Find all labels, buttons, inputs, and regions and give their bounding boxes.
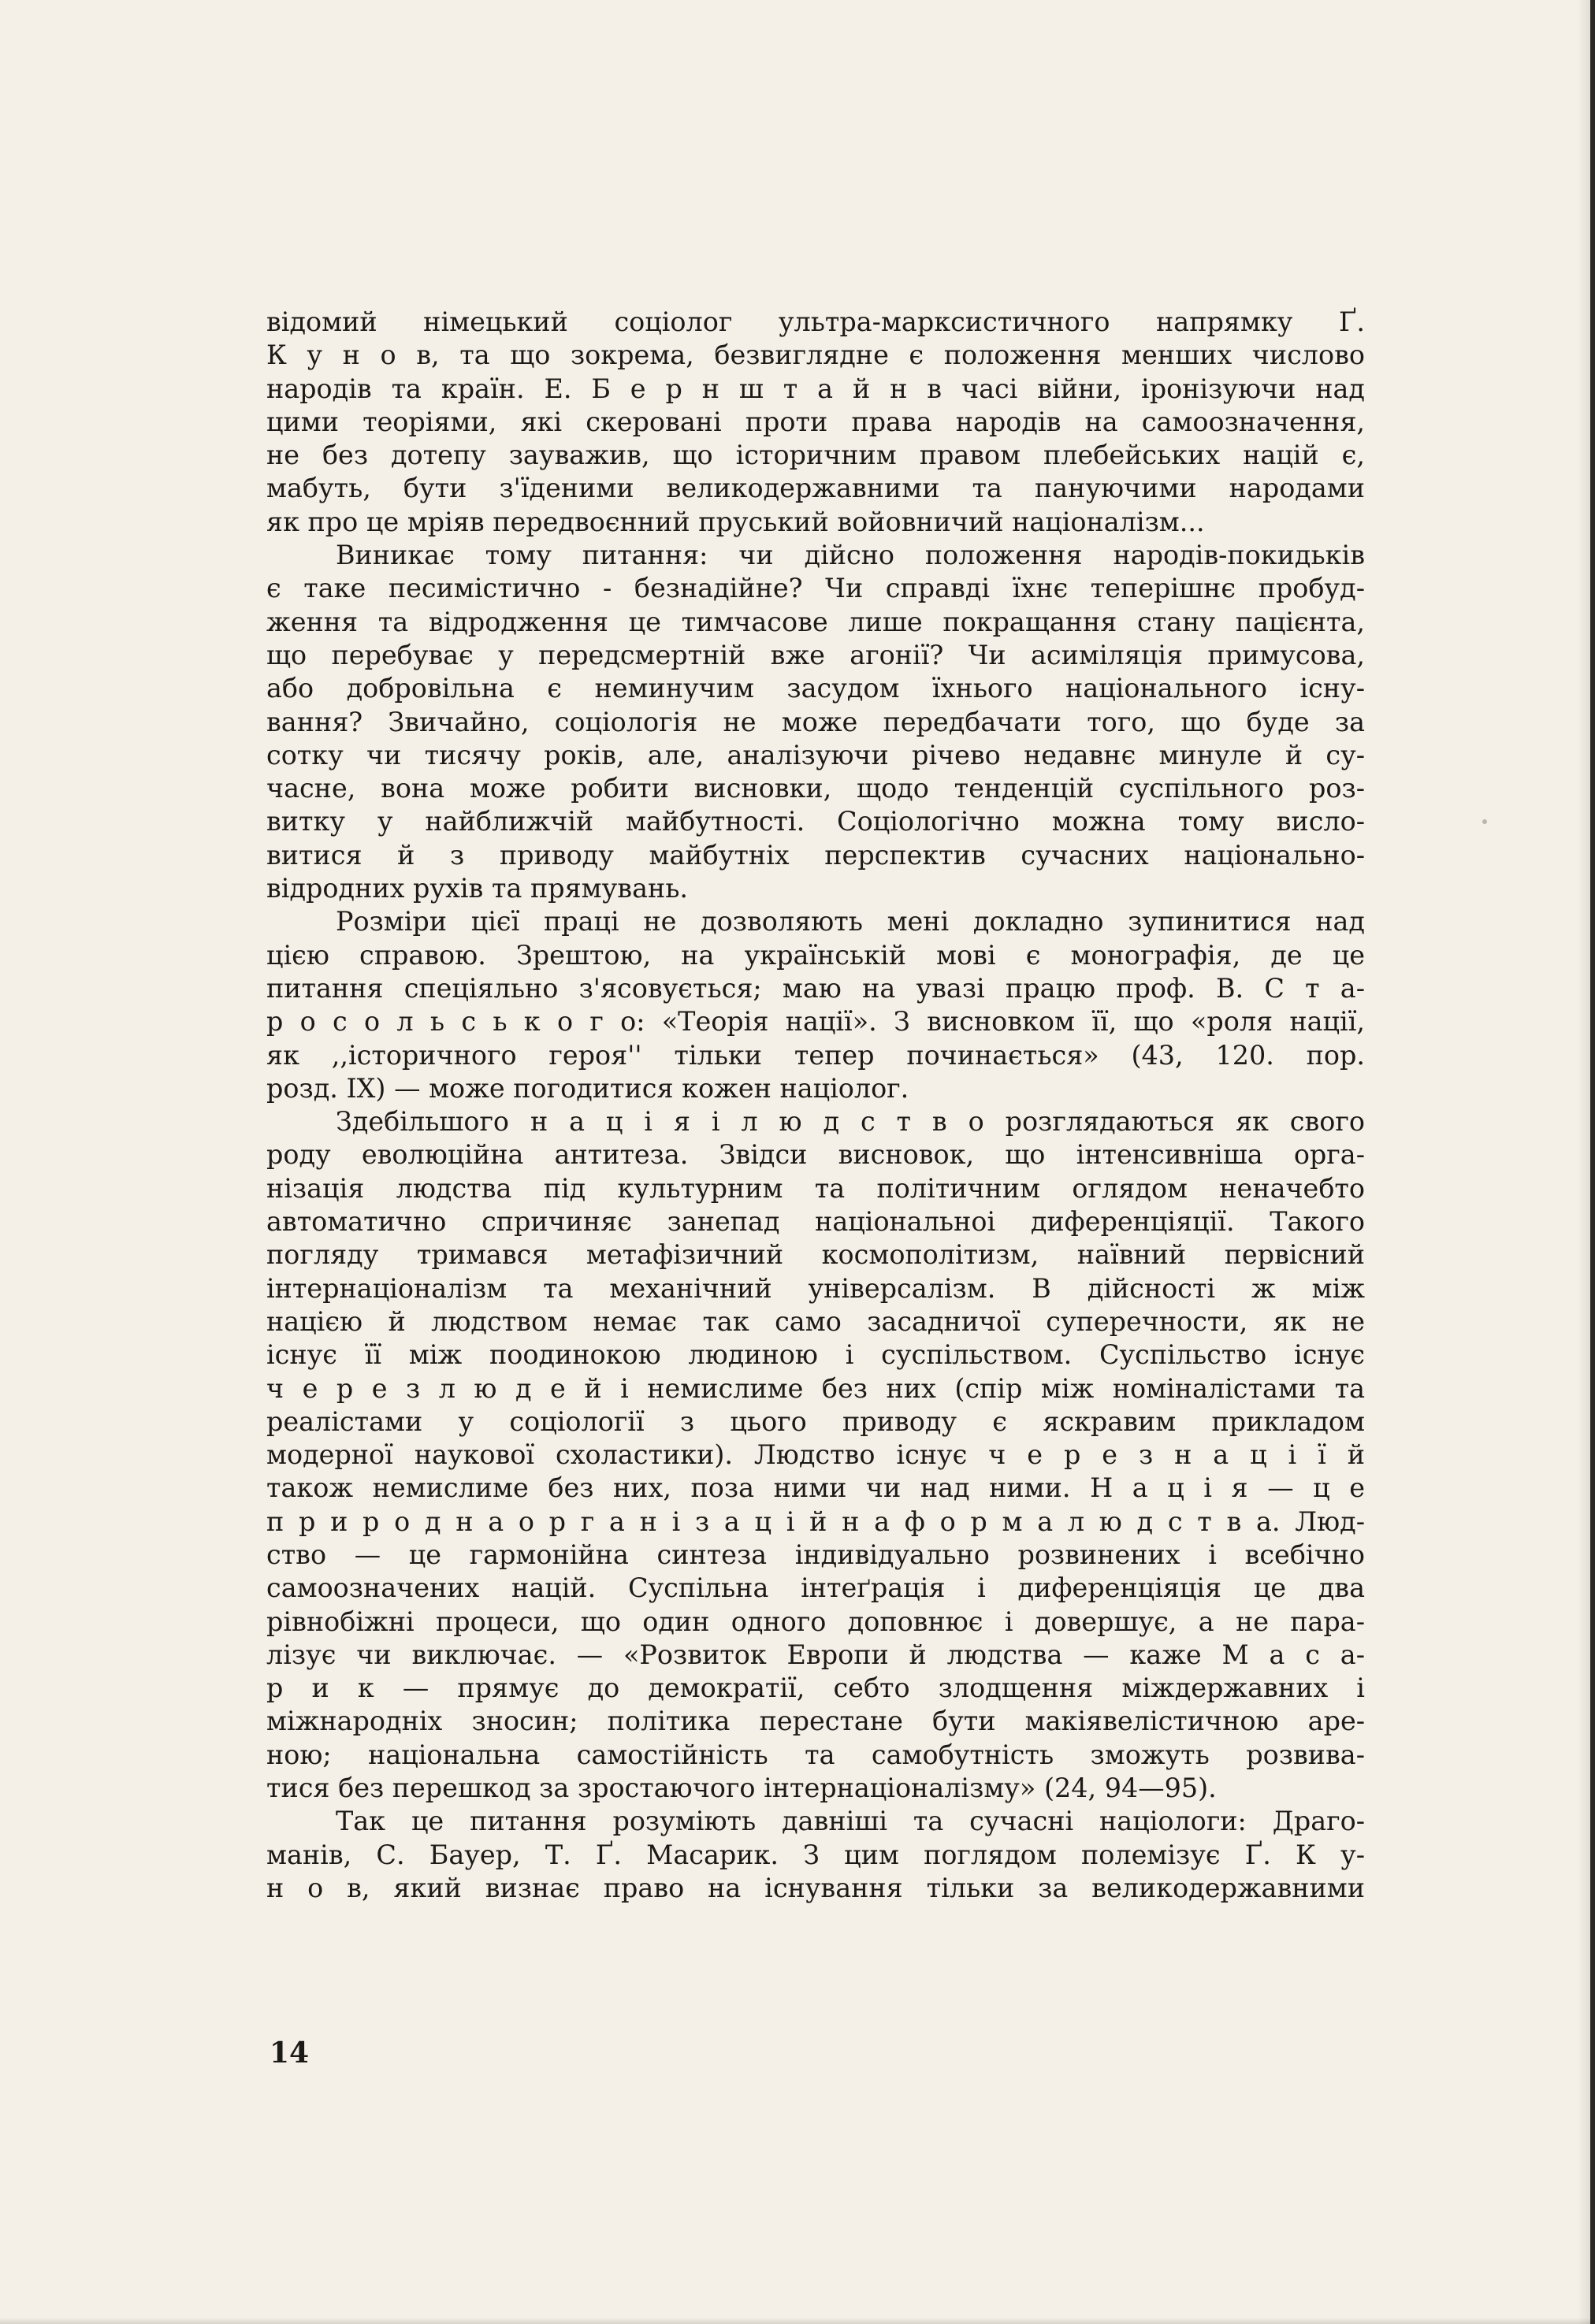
text-line: не без дотепу зауважив, що історичним правом плебейських націй є, <box>266 440 1365 471</box>
text-line: цими теоріями, які скеровані проти права народів на самоозначення, <box>266 406 1365 437</box>
text-line: роду еволюційна антитеза. Звідси висновок, що інтенсивніша орга- <box>266 1139 1365 1171</box>
text-line: реалістами у соціології з цього приводу є яскравим прикладом <box>266 1405 1365 1437</box>
text-line: народів та країн. Е. Б е р н ш т а й н в часі війни, іронізуючи над <box>266 373 1365 404</box>
text-line: як ,,історичного героя'' тільки тепер починається» (43, 120. пор. <box>266 1039 1365 1071</box>
text-line: нізація людства під культурним та політичним оглядом неначебто <box>266 1172 1365 1204</box>
text-line: Розміри цієї праці не дозволяють мені докладно зупинитися над <box>336 906 1365 937</box>
speck <box>1482 819 1487 824</box>
text-line: що перебуває у передсмертній вже агонії? Чи асиміляція примусова, <box>266 639 1365 670</box>
text-line: інтернаціоналізм та механічний універсалізм. В дійсності ж між <box>266 1272 1365 1304</box>
text-line: п р и р о д н а о р г а н і з а ц і й н а ф о р м а л ю д с т в а. Люд- <box>266 1505 1365 1537</box>
text-line: лізує чи виключає. — «Розвиток Европи й людства — каже М а с а- <box>266 1639 1365 1670</box>
text-line: погляду тримався метафізичний космополітизм, наївний первісний <box>266 1239 1365 1271</box>
text-line: К у н о в, та що зокрема, безвиглядне є положення менших числово <box>266 340 1365 371</box>
text-line: ження та відродження це тимчасове лише покращання стану пацієнта, <box>266 606 1365 637</box>
text-line: сотку чи тисячу років, але, аналізуючи річево недавнє минуле й су- <box>266 739 1365 770</box>
text-line: витися й з приводу майбутніх перспектив сучасних національно- <box>266 839 1365 871</box>
text-line: Виникає тому питання: чи дійсно положення народів-покидьків <box>336 540 1365 571</box>
text-line: витку у найближчій майбутності. Соціологічно можна тому висло- <box>266 806 1365 837</box>
page-edge-right <box>1590 0 1595 2324</box>
text-line: р и к — прямує до демократії, себто злодщення міждержавних і <box>266 1672 1365 1704</box>
page-edge-bottom <box>0 2318 1595 2324</box>
text-line: н о в, який визнає право на існування тільки за великодержавними <box>266 1872 1365 1903</box>
text-line: ч е р е з л ю д е й і немислиме без них (спір між номіналістами та <box>266 1372 1365 1404</box>
page-edge-shadow <box>1578 0 1590 2324</box>
text-line: тися без перешкод за зростаючого інтернаціоналізму» (24, 94—95). <box>266 1773 1217 1804</box>
text-line: питання спеціяльно з'ясовується; маю на увазі працю проф. В. С т а- <box>266 972 1365 1004</box>
text-line: рівнобіжні процеси, що один одного доповнює і довершує, а не пара- <box>266 1606 1365 1637</box>
text-line: автоматично спричиняє занепад національноі диференціяції. Такого <box>266 1206 1365 1238</box>
text-line: як про це мріяв передвоєнний пруський войовничий націоналізм... <box>266 506 1205 537</box>
body-text <box>266 306 1365 1905</box>
text-line: Так це питання розуміють давніші та сучасні націологи: Драго- <box>336 1806 1365 1837</box>
text-line: відомий німецький соціолог ультра-марксистичного напрямку Ґ. <box>266 306 1365 337</box>
text-line: р о с о л ь с ь к о г о: «Теорія нації». З висновком її, що «роля нації, <box>266 1006 1365 1038</box>
text-line: ною; національна самостійність та самобутність зможуть розвива- <box>266 1739 1365 1770</box>
text-line: або добровільна є неминучим засудом їхнього національного існу- <box>266 673 1365 704</box>
text-line: самоозначених націй. Суспільна інтеґрація і диференціяція це два <box>266 1572 1365 1604</box>
text-line: вання? Звичайно, соціологія не може передбачати того, що буде за <box>266 706 1365 737</box>
text-line: мабуть, бути з'їденими великодержавними та пануючими народами <box>266 473 1365 504</box>
text-line: нацією й людством немає так само засадничої суперечности, як не <box>266 1305 1365 1337</box>
text-line: відродних рухів та прямувань. <box>266 873 689 904</box>
text-line: цією справою. Зрештою, на українській мові є монографія, де це <box>266 939 1365 971</box>
text-line: манів, С. Бауер, Т. Ґ. Масарик. З цим поглядом полемізує Ґ. К у- <box>266 1839 1365 1870</box>
text-line: Здебільшого н а ц і я і л ю д с т в о розглядаються як свого <box>336 1106 1365 1138</box>
text-line: модерної наукової схоластики). Людство існує ч е р е з н а ц і ї й <box>266 1439 1365 1471</box>
text-line: є таке песимістично - безнадійне? Чи справді їхнє теперішнє пробуд- <box>266 573 1365 604</box>
text-line: міжнародніх зносин; політика перестане бути макіявелістичною аре- <box>266 1706 1365 1737</box>
text-line: ство — це гармонійна синтеза індивідуально розвинених і всебічно <box>266 1539 1365 1570</box>
text-line: існує її між поодинокою людиною і суспільством. Суспільство існує <box>266 1339 1365 1371</box>
page-number: 14 <box>270 2036 310 2070</box>
text-line: часне, вона може робити висновки, щодо тенденцій суспільного роз- <box>266 773 1365 804</box>
text-line: розд. IX) — може погодитися кожен націолог. <box>266 1072 909 1104</box>
text-line: також немислиме без них, поза ними чи над ними. Н а ц і я — ц е <box>266 1472 1365 1504</box>
